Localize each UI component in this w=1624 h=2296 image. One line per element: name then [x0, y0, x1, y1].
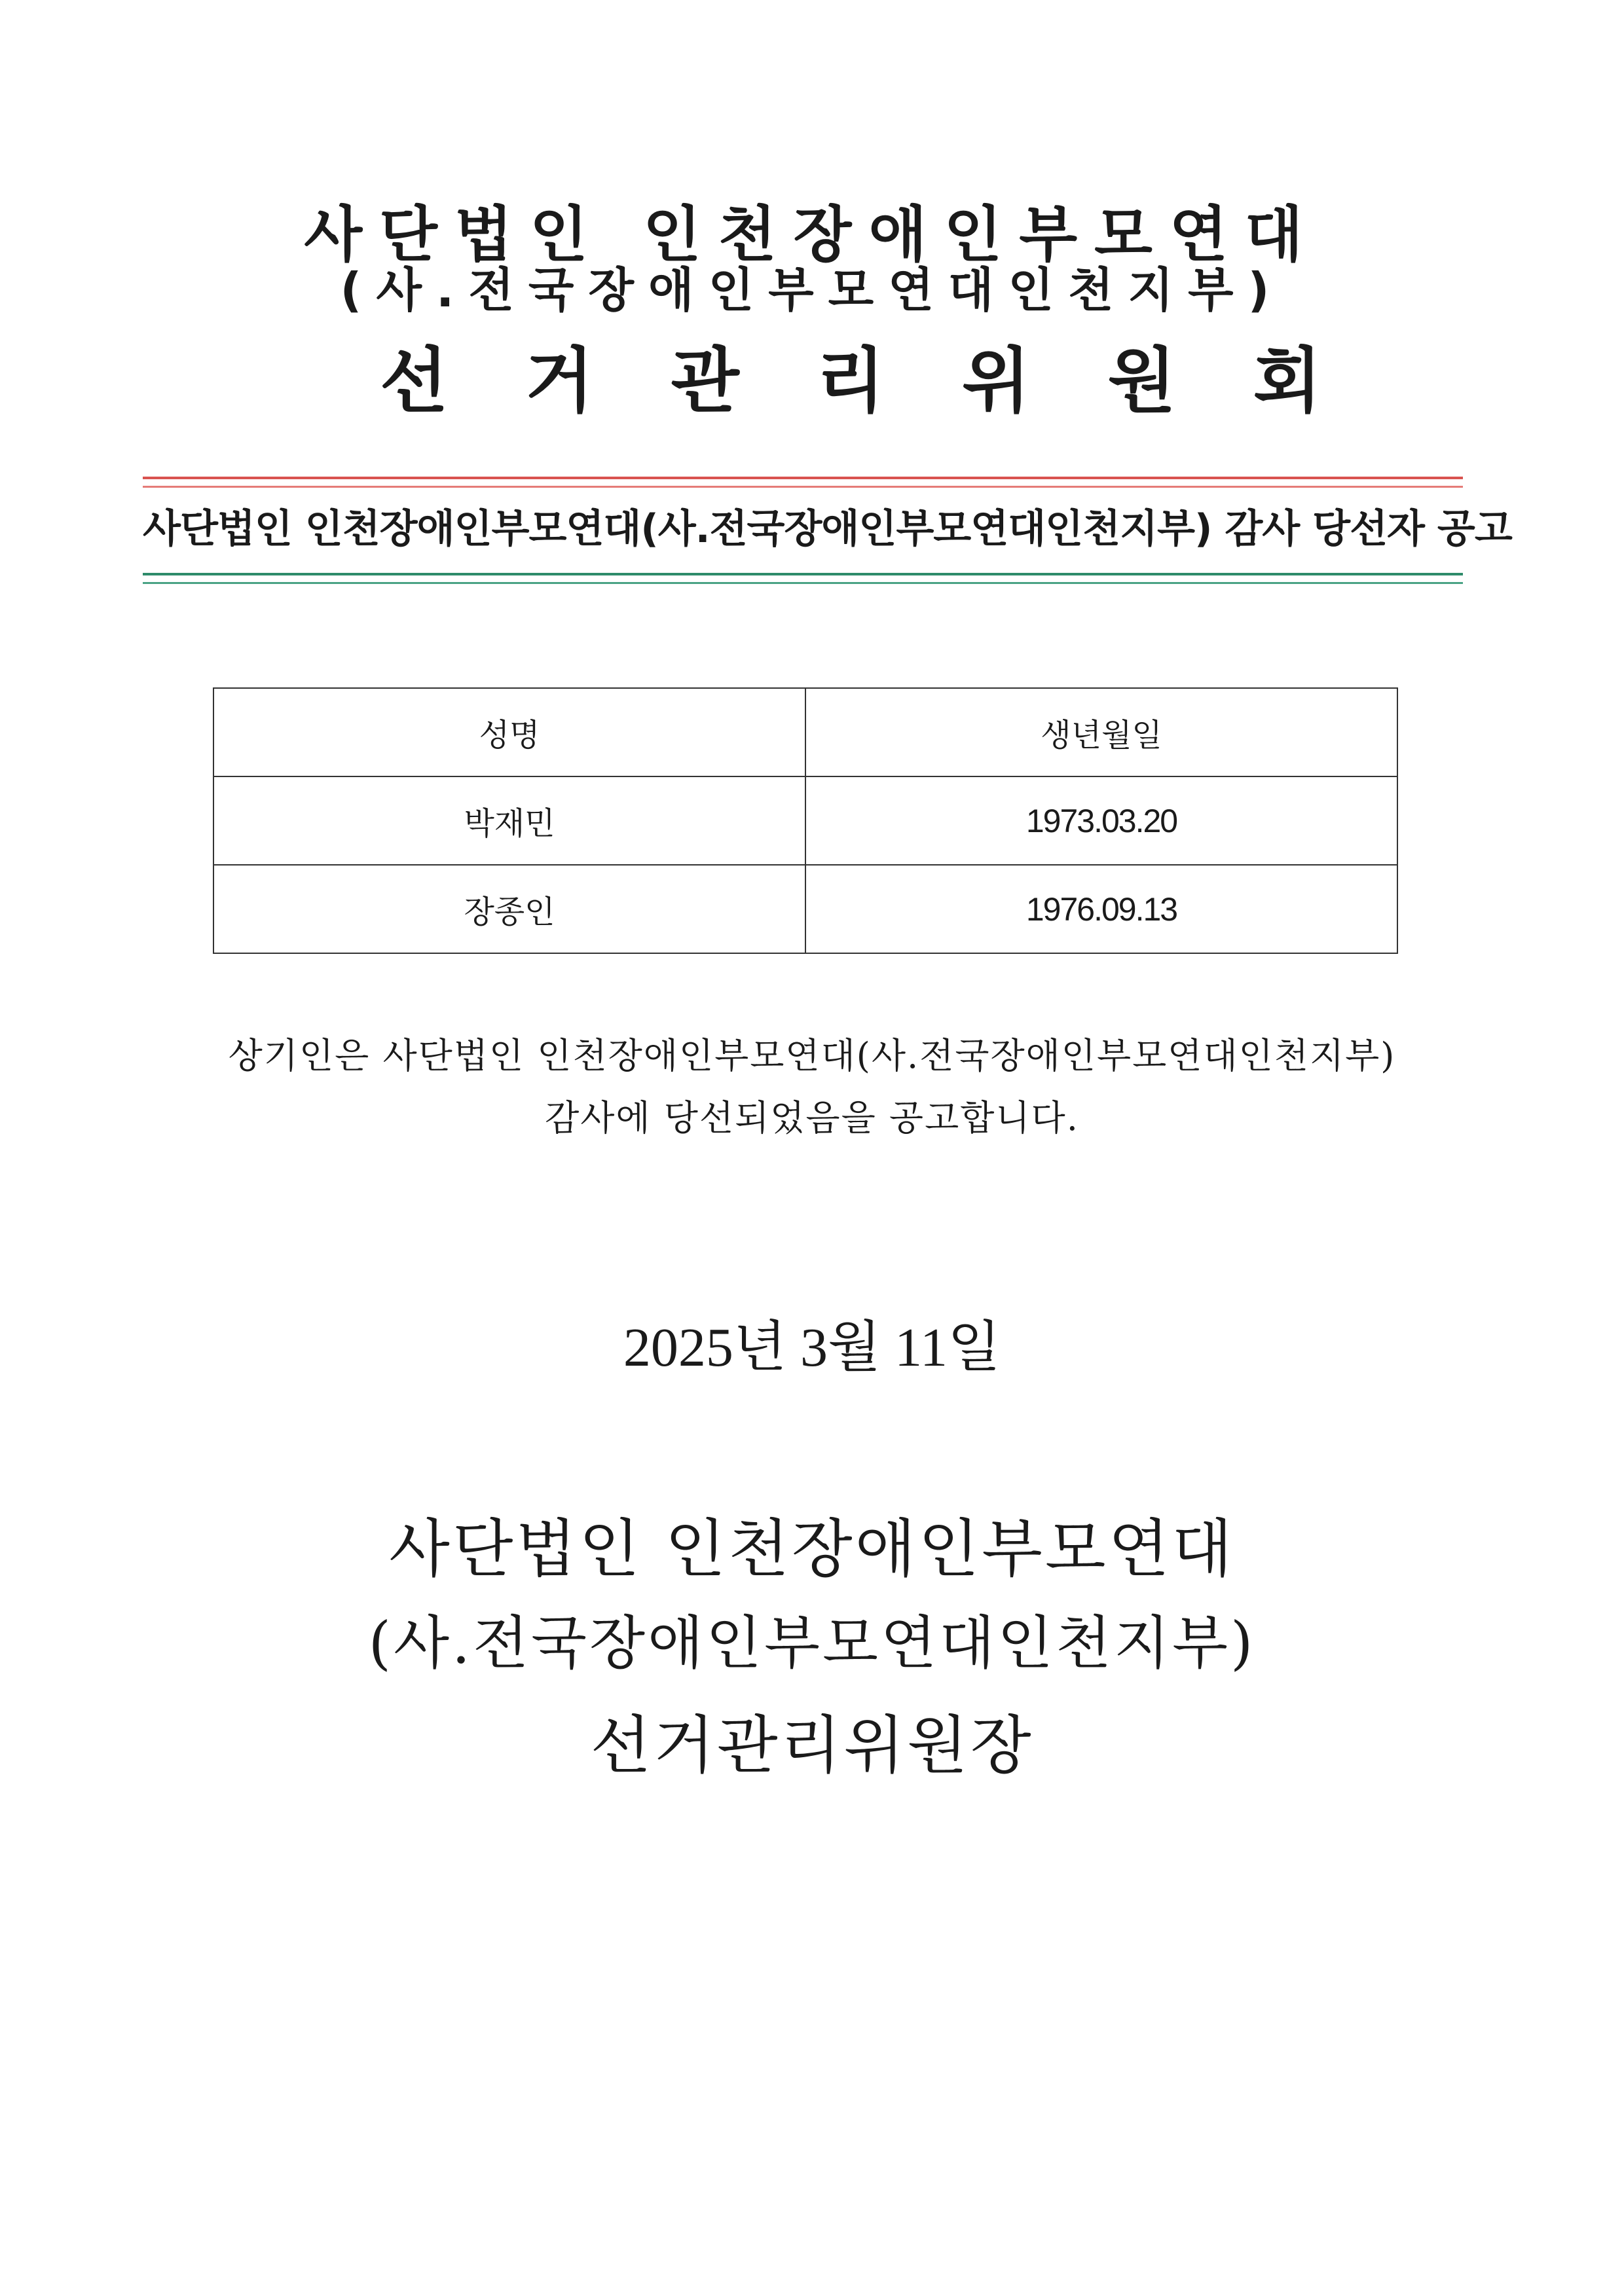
top-rule-secondary: [143, 486, 1463, 488]
org-subtitle: (사.전국장애인부모연대인천지부): [340, 263, 1284, 318]
cell-name: 박재민: [213, 776, 805, 865]
cell-birthdate: 1973.03.20: [805, 776, 1397, 865]
cell-birthdate: 1976.09.13: [805, 865, 1397, 953]
bottom-rule-secondary: [143, 582, 1463, 584]
header-birthdate: 생년월일: [805, 688, 1397, 776]
announcement-line: 상기인은 사단법인 인천장애인부모연대(사.전국장애인부모연대인천지부): [228, 1035, 1396, 1076]
table-row: [213, 776, 1397, 865]
signature-org-subtitle: (사.전국장애인부모연대인천지부): [368, 1609, 1256, 1677]
table-header-row: [213, 688, 1397, 776]
cell-name: 장종인: [213, 865, 805, 953]
signature-org-name: 사단법인 인천장애인부모연대: [388, 1512, 1236, 1586]
notice-title: 사단법인 인천장애인부모연대(사.전국장애인부모연대인천지부) 감사 당선자 공고: [143, 506, 1512, 552]
winners-table: [213, 687, 1398, 954]
committee-name: 선거관리위원회: [379, 340, 1399, 422]
announcement-line: 감사에 당선되었음을 공고합니다.: [545, 1097, 1079, 1139]
bottom-rule: [143, 573, 1463, 575]
header-name: 성명: [213, 688, 805, 776]
signature-title: 선거관리위원장: [590, 1709, 1034, 1782]
table-row: [213, 865, 1397, 953]
announcement-date: 2025년 3월 11일: [623, 1317, 1001, 1378]
top-rule: [143, 477, 1463, 479]
org-name-title: 사단법인 인천장애인부모연대: [304, 200, 1320, 270]
